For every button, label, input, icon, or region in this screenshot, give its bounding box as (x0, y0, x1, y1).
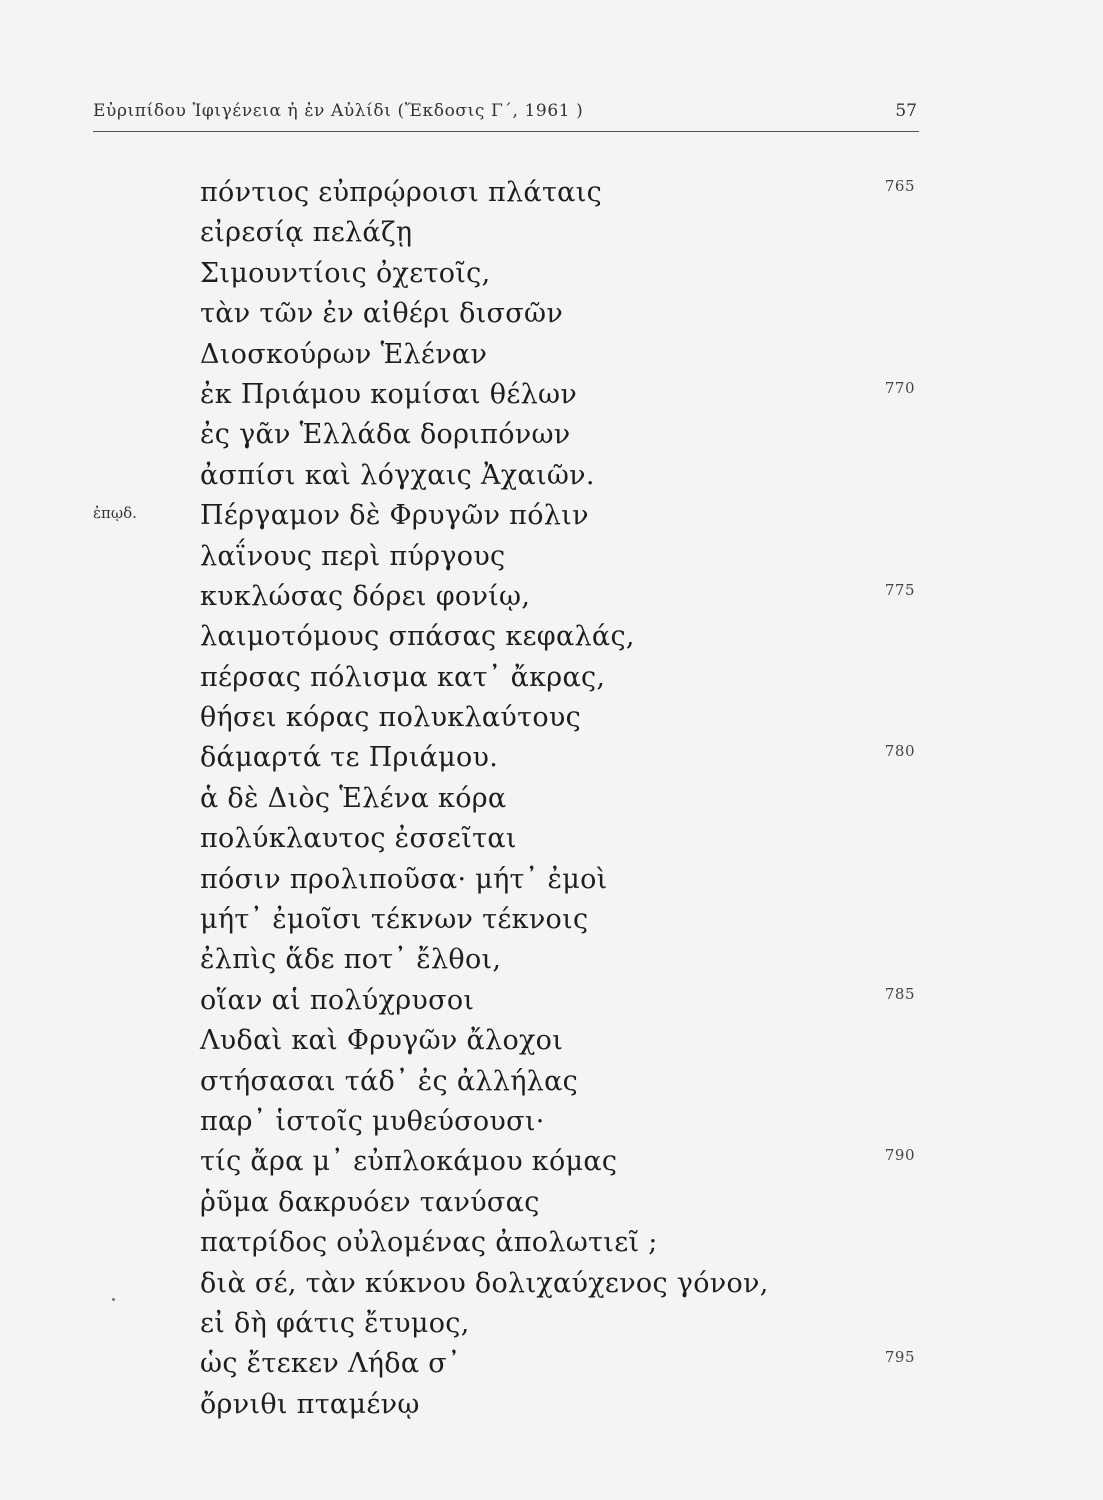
verse-line (0, 617, 1103, 657)
verse-line (0, 1062, 1103, 1102)
verse-block (0, 173, 1103, 1425)
line-number: 770 (884, 378, 915, 397)
verse-text: παρ᾽ ἱστοῖς μυθεύσουσι· (200, 1105, 545, 1137)
verse-line (0, 1344, 1103, 1384)
verse-text: Διοσκούρων Ἑλέναν (200, 338, 488, 370)
verse-line (0, 738, 1103, 778)
verse-line (0, 173, 1103, 213)
verse-text: πόσιν προλιποῦσα· μήτ᾽ ἐμοὶ (200, 863, 608, 895)
verse-line (0, 335, 1103, 375)
verse-line (0, 496, 1103, 536)
verse-line (0, 698, 1103, 738)
verse-text: ἀσπίσι καὶ λόγχαις Ἀχαιῶν. (200, 459, 595, 491)
verse-line (0, 981, 1103, 1021)
scan-speck (112, 1298, 115, 1301)
verse-text: διὰ σέ, τὰν κύκνου δολιχαύχενος γόνον, (200, 1267, 769, 1299)
verse-line (0, 900, 1103, 940)
verse-text: εἰ δὴ φάτις ἔτυμος, (200, 1307, 470, 1339)
verse-text: ὡς ἔτεκεν Λήδα σ᾽ (200, 1348, 461, 1380)
verse-line (0, 375, 1103, 415)
verse-line (0, 779, 1103, 819)
verse-text: πέρσας πόλισμα κατ᾽ ἄκρας, (200, 661, 606, 693)
verse-text: στήσασαι τάδ᾽ ἐς ἀλλήλας (200, 1065, 579, 1097)
verse-line (0, 456, 1103, 496)
verse-line (0, 1102, 1103, 1142)
header-title: Εὐριπίδου Ἰφιγένεια ἡ ἐν Αὐλίδι (Ἔκδοσις Γ΄, 1961 ) (93, 101, 584, 121)
verse-text: Πέργαμον δὲ Φρυγῶν πόλιν (200, 500, 589, 532)
verse-line (0, 254, 1103, 294)
verse-text: πατρίδος οὐλομένας ἀπολωτιεῖ ; (200, 1227, 658, 1259)
verse-line (0, 940, 1103, 980)
verse-line (0, 213, 1103, 253)
verse-text: τίς ἄρα μ᾽ εὐπλοκάμου κόμας (200, 1146, 618, 1178)
verse-text: λαιμοτόμους σπάσας κεφαλάς, (200, 621, 635, 653)
verse-text: μήτ᾽ ἐμοῖσι τέκνων τέκνοις (200, 904, 589, 936)
verse-line (0, 294, 1103, 334)
verse-text: ὄρνιθι πταμένῳ (200, 1388, 420, 1420)
verse-line (0, 1142, 1103, 1182)
verse-line (0, 1183, 1103, 1223)
verse-line (0, 1021, 1103, 1061)
verse-text: ἁ δὲ Διὸς Ἑλένα κόρα (200, 782, 507, 814)
verse-line (0, 1304, 1103, 1344)
verse-line (0, 537, 1103, 577)
verse-line (0, 415, 1103, 455)
verse-line (0, 1385, 1103, 1425)
verse-line (0, 1223, 1103, 1263)
verse-line (0, 860, 1103, 900)
verse-text: δάμαρτά τε Πριάμου. (200, 742, 499, 774)
verse-text: Σιμουντίοις ὀχετοῖς, (200, 257, 491, 289)
verse-text: Λυδαὶ καὶ Φρυγῶν ἄλοχοι (200, 1025, 564, 1057)
verse-line (0, 819, 1103, 859)
verse-text: ἐς γᾶν Ἑλλάδα δοριπόνων (200, 419, 571, 451)
verse-text: ἐκ Πριάμου κομίσαι θέλων (200, 378, 578, 410)
line-number: 790 (884, 1146, 915, 1165)
line-number: 780 (884, 742, 915, 761)
verse-text: πόντιος εὐπρῴροισι πλάταις (200, 177, 603, 208)
verse-text: εἰρεσίᾳ πελάζῃ (200, 217, 413, 249)
line-number: 785 (884, 984, 915, 1003)
verse-text: θήσει κόρας πολυκλαύτους (200, 702, 582, 734)
line-number: 765 (884, 177, 915, 195)
verse-text: κυκλώσας δόρει φονίῳ, (200, 580, 531, 612)
running-header (93, 99, 919, 132)
verse-text: ἐλπὶς ἅδε ποτ᾽ ἔλθοι, (200, 944, 502, 976)
line-number: 775 (884, 580, 915, 599)
verse-text: οἵαν αἱ πολύχρυσοι (200, 984, 475, 1016)
verse-text: τὰν τῶν ἐν αἰθέρι δισσῶν (200, 298, 564, 330)
verse-line (0, 1264, 1103, 1304)
verse-text: ῥῦμα δακρυόεν τανύσας (200, 1186, 540, 1218)
margin-note-epode: ἐπῳδ. (93, 504, 137, 523)
line-number: 795 (884, 1348, 915, 1367)
verse-line (0, 577, 1103, 617)
verse-line (0, 658, 1103, 698)
verse-text: λαΐνους περὶ πύργους (200, 540, 506, 572)
page-number: 57 (895, 101, 917, 121)
verse-text: πολύκλαυτος ἐσσεῖται (200, 823, 517, 855)
